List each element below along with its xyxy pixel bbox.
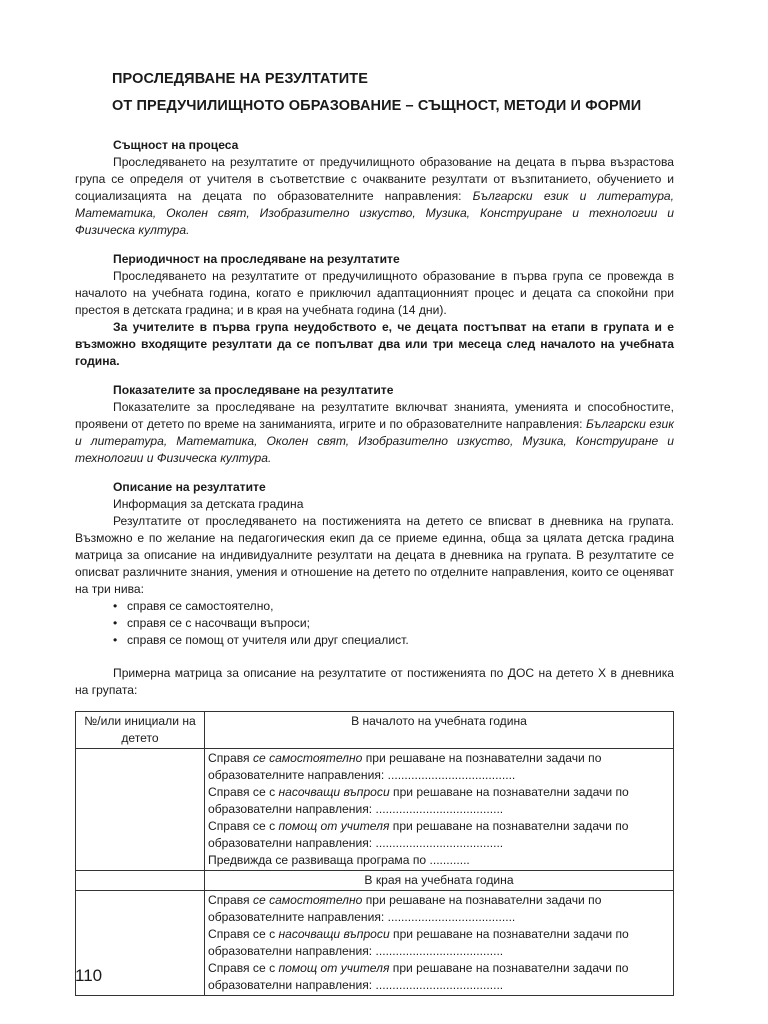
section-periodicity	[75, 251, 674, 370]
end-content-cell	[205, 891, 674, 996]
row-guided: Справя се с насочващи въпроси при решаване на познавателни задачи по образователни направления: ......................................	[208, 785, 629, 817]
start-header: В началото на учебната година	[205, 712, 674, 749]
table-row	[76, 749, 674, 871]
paragraph-text: Проследяването на резултатите от предучилищното образование на децата в първа възрастова група се определя от учителя в съответствие с очакваните резултати от възпитанието, обучението и социализацията на децата по образователните направления:	[75, 155, 674, 203]
body-sections	[75, 137, 674, 649]
table-row	[76, 712, 674, 749]
list-item: • справя се с насочващи въпроси;	[113, 615, 674, 632]
row-independent: Справя се самостоятелно при решаване на познавателни задачи по образователните направления: ......................................	[208, 751, 602, 783]
section-paragraph	[75, 154, 674, 239]
empty-cell	[76, 871, 205, 891]
list-item: • справя се самостоятелно,	[113, 598, 674, 615]
document-title	[75, 66, 674, 120]
section-paragraph: Проследяването на резултатите от предучилищното образование в първа група се провежда в началото на учебната година, когато е приключил адаптационният процес и децата са спокойни при престоя в детската градина; и в края на учебната година (14 дни).	[75, 269, 674, 317]
end-header: В края на учебната година	[205, 871, 674, 891]
levels-list	[75, 598, 674, 649]
start-content-cell	[205, 749, 674, 871]
areas-list: Български език и литература, Математика, Околен свят, Изобразително изкуство, Музика, Конструиране и технологии и Физическа култура.	[75, 417, 674, 465]
section-heading: Показателите за проследяване на резултатите	[113, 383, 394, 397]
results-matrix	[75, 711, 674, 996]
section-description	[75, 479, 674, 649]
table-row	[76, 871, 674, 891]
section-essence	[75, 137, 674, 239]
row-help: Справя се с помощ от учителя при решаване на познавателни задачи по образователни направления: ......................................	[208, 961, 629, 993]
document-page	[75, 66, 674, 996]
table-row	[76, 891, 674, 996]
table-intro: Примерна матрица за описание на резултатите от постиженията по ДОС на детето Х в дневника на групата:	[75, 666, 674, 697]
section-indicators	[75, 382, 674, 467]
col1-header: №/или инициали на детето	[76, 712, 205, 749]
section-paragraph	[75, 399, 674, 467]
areas-list: Български език и литература, Математика, Околен свят, Изобразително изкуство, Музика, Конструиране и технологии и Физическа култура.	[75, 189, 675, 237]
row-program: Предвижда се развиваща програма по ............	[208, 853, 470, 868]
empty-cell	[76, 749, 205, 871]
title-line-2: ОТ ПРЕДУЧИЛИЩНОТО ОБРАЗОВАНИЕ – СЪЩНОСТ, МЕТОДИ И ФОРМИ	[112, 98, 642, 114]
row-independent: Справя се самостоятелно при решаване на познавателни задачи по образователните направления: ......................................	[208, 893, 602, 925]
row-guided: Справя се с насочващи въпроси при решаване на познавателни задачи по образователни направления: ......................................	[208, 927, 629, 959]
page-number: 110	[75, 966, 103, 985]
section-paragraph: Резултатите от проследяването на постиженията на детето се вписват в дневника на групата. Възможно е по желание на педагогическия екип да се приеме единна, обща за цялата детска градина матрица за описание на индивидуалните резултати на децата в дневника на групата. В резултатите се описват различните знания, умения и отношение на детето по отделните направления, които се оценяват на три нива:	[75, 514, 674, 596]
list-item: • справя се помощ от учителя или друг специалист.	[113, 632, 674, 649]
paragraph-text: Показателите за проследяване на резултатите включват знанията, уменията и способностите, проявени от детето по време на заниманията, игрите и по образователните направления:	[75, 400, 674, 431]
row-help: Справя се с помощ от учителя при решаване на познавателни задачи по образователни направления: ......................................	[208, 819, 629, 851]
emphasis-paragraph: За учителите в първа група неудобството е, че децата постъпват на етапи в групата и е възможно входящите резултати да се попълват два или три месеца след началото на учебната година.	[75, 320, 674, 368]
title-line-1: ПРОСЛЕДЯВАНЕ НА РЕЗУЛТАТИТЕ	[112, 71, 368, 87]
section-heading: Описание на резултатите	[113, 480, 266, 494]
section-heading: Периодичност на проследяване на резултатите	[113, 252, 400, 266]
section-subheading: Информация за детската градина	[113, 497, 304, 511]
section-heading: Същност на процеса	[113, 138, 239, 152]
